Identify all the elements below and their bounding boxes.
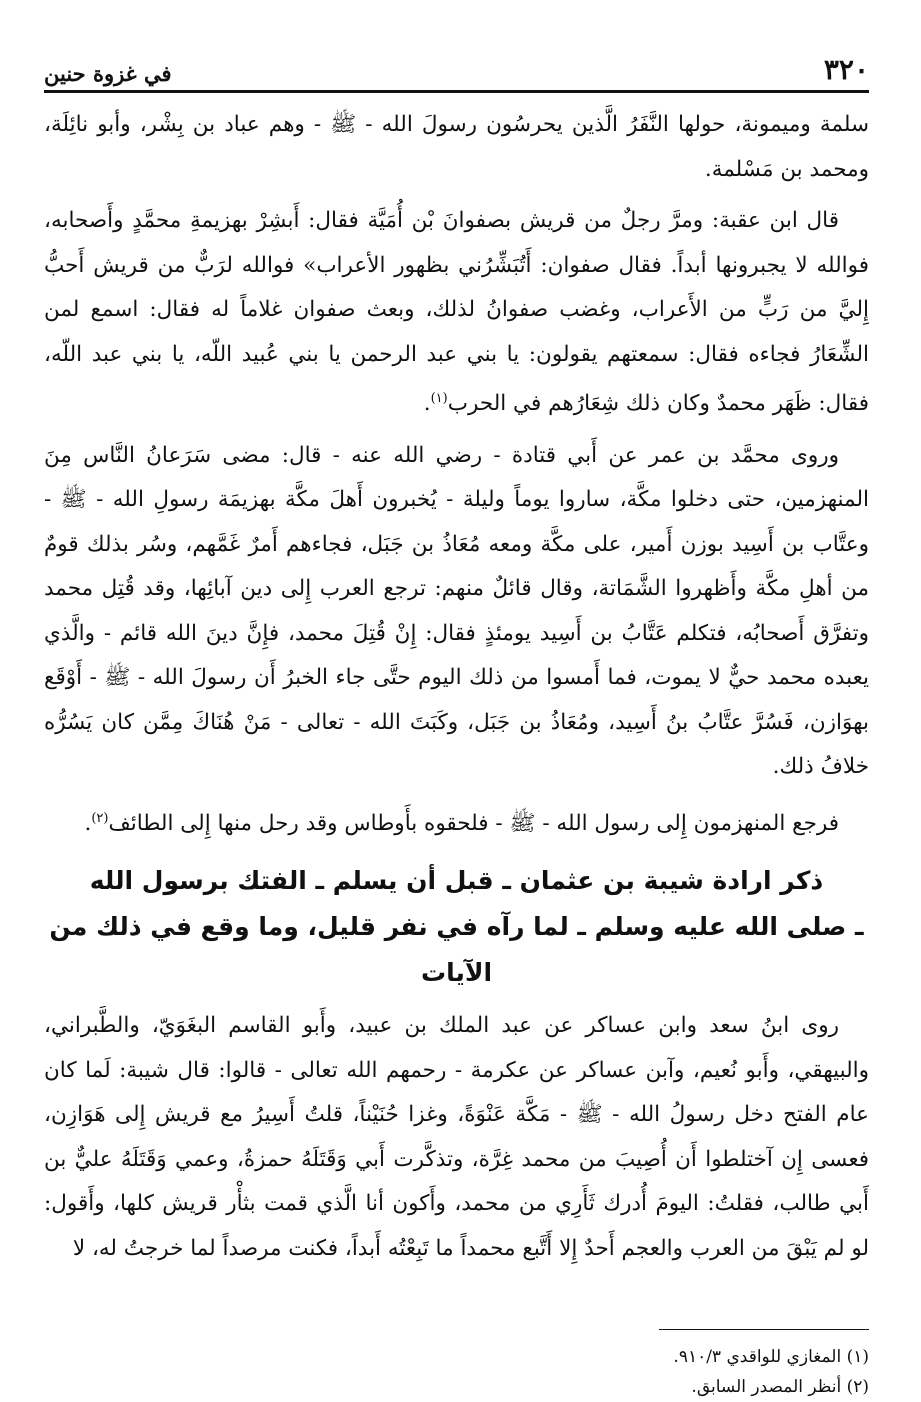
footnotes <box>44 1342 869 1402</box>
page-header <box>44 40 869 86</box>
header-rule <box>44 90 869 93</box>
paragraph-5 <box>44 1004 869 1271</box>
footnote-rule <box>659 1329 869 1330</box>
paragraph-1-text: سلمة وميمونة، حولها النَّفَرُ الَّذين يحرسُون رسولَ الله - ﷺ - وهم عباد بن بِشْر، وأبو نائِلَة، ومحمد بن مَسْلمة. <box>44 112 869 182</box>
paragraph-5-text: روى ابنُ سعد وابن عساكر عن عبد الملك بن عبيد، وأَبو القاسم البغَوَيّ، والطَّبراني، والبيهقي، وأَبو نُعيم، وآبن عساكر عن عكرمة - رحمهم الله تعالى - قالوا: قال شيبة: لَما كان عام الفتح دخل رسولُ الله - ﷺ - مَكَّة عَنْوَةً، وغزا حُنَيْناً، قلتُ أَسِيرُ مع قريش إِلى هَوَازِن، فعسى إِن آختلطوا أَن أُصِيبَ من محمد غِرَّة، وتذكَّرت أَبي وَقَتَلَهُ حمزةُ، وعمي وَقَتَلَهُ عليٌّ بن أَبي طالب، فقلتُ: اليومَ أُدرك ثَأَرِي من محمد، وأَكون أنا الَّذي قمت بثأْر قريش كلها، وأَقول: لو لم يَبْقَ من العرب والعجم أَحدٌ إِلا أَتَّبع محمداً ما تَبِعْتُه أَبداً، فكنت مرصداً لما خرجتُ له، لا <box>44 1013 869 1261</box>
paragraph-3-text: وروى محمَّد بن عمر عن أَبي قتادة - رضي الله عنه - قال: مضى سَرَعانُ النَّاس مِنَ المنهزمين، حتى دخلوا مكَّة، ساروا يوماً وليلة - يُخبرون أَهلَ مكَّة بهزيمَة رسولِ الله - ﷺ - وعتَّاب بن أَسِيد بوزن أَمير، على مكَّة ومعه مُعَاذُ بن جَبَل، فجاءهم أَمرٌ غَمَّهم، وسُر بذلك قومٌ من أهلِ مكَّة وأَظهروا الشَّمَاتة، وقال قائلٌ منهم: ترجع العرب إِلى دين آبائِها، وقد قُتِل محمد وتفرَّق أَصحابُه، فتكلم عَتَّابُ بن أَسِيد يومئذٍ فقال: إِنْ قُتِلَ محمد، فإِنَّ دينَ الله قائم - والَّذي يعبده محمد حيٌّ لا يموت، فما أَمسوا من ذلك اليوم حتَّى جاء الخبرُ أَن رسولَ الله - ﷺ - أَوْقَع بهوَازن، فَسُرَّ عتَّابُ بنُ أَسِيد، ومُعَاذُ بن جَبَل، وكَبَتَ الله - تعالى - مَنْ هُنَاكَ مِمَّن كان يَسُرُّه خلافُ ذلك. <box>44 442 869 780</box>
paragraph-3 <box>44 434 869 790</box>
page-number: ٣٢٠ <box>823 53 869 86</box>
paragraph-4-text: فرجع المنهزمون إِلى رسول الله - ﷺ - فلحقوه بأَوطاس وقد رحل منها إِلى الطائف <box>108 810 839 836</box>
paragraph-2-text: قال ابن عقبة: ومرَّ رجلٌ من قريش بصفوانَ بْن أُمَيَّة فقال: أَبشِرْ بهزيمةِ محمَّدٍ وأَصحابه، فوالله لا يجبرونها أبداً. فقال صفوان: أَتُبَشِّرُني بظهور الأعراب» فوالله لرَبٌّ من قريش أَحبُّ إِليَّ من رَبٍّ من الأَعراب، وغضب صفوانُ لذلك، وبعث صفوان غلاماً له فقال: اسمع لمن الشِّعَارُ فجاءه فقال: سمعتهم يقولون: يا بني عبد الرحمن يا بني عُبيد اللّه، يا بني عبد اللّه، فقال: ظَهَر محمدٌ وكان ذلك شِعَارُهم في الحرب <box>44 208 869 417</box>
footnote-ref-1[interactable]: (١) <box>430 391 448 406</box>
paragraph-2: قال ابن عقبة: ومرَّ رجلٌ من قريش بصفوانَ بْن أُمَيَّة فقال: أَبشِرْ بهزيمةِ محمَّدٍ وأَصحابه، فوالله لا يجبرونها أبداً. فقال صفوان: أَتُبَشِّرُني بظهور الأعراب» فوالله لرَبٌّ من قريش أَحبُّ إِليَّ من رَبٍّ من الأَعراب، وغضب صفوانُ لذلك، وبعث صفوان غلاماً له فقال: اسمع لمن الشِّعَارُ فجاءه فقال: سمعتهم يقولون: يا بني عبد الرحمن يا بني عُبيد اللّه، يا بني عبد اللّه، فقال: ظَهَر محمدٌ وكان ذلك شِعَارُهم في الحرب$^{(١)}$. <box>44 208 869 417</box>
section-heading-line-2: ـ صلى الله عليه وسلم ـ لما رآه في نفر قليل، وما وقع في ذلك من الآيات <box>49 912 864 988</box>
footnote-2: (٢) أنظر المصدر السابق. <box>691 1377 869 1398</box>
section-heading <box>44 858 869 996</box>
footnote-ref-2[interactable]: (٢) <box>91 810 109 826</box>
paragraph-1 <box>44 103 869 192</box>
body-text <box>44 103 869 846</box>
footnote-1: (١) المغازي للواقدي ٩١٠/٣. <box>673 1347 869 1368</box>
paragraph-4: فرجع المنهزمون إِلى رسول الله - ﷺ - فلحقوه بأَوطاس وقد رحل منها إِلى الطائف$^{(٢)}$. <box>84 810 839 836</box>
section-heading-line-1: ذكر ارادة شيبة بن عثمان ـ قبل أن يسلم ـ الفتك برسول الله <box>89 866 824 896</box>
running-title: في غزوة حنين <box>44 61 172 86</box>
